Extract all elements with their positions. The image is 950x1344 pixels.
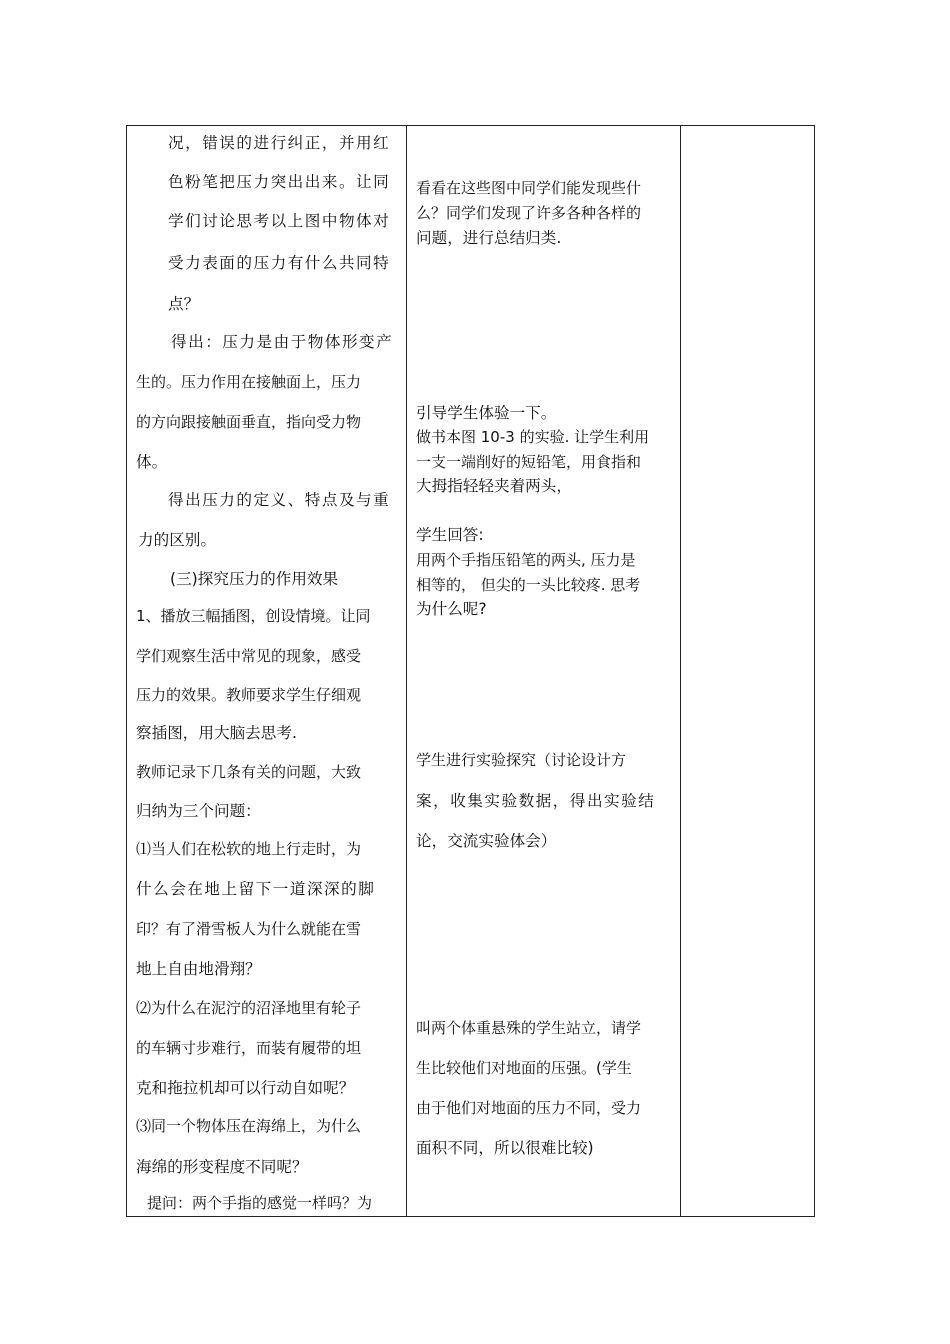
text-line: 问题，进行总结归类.	[416, 229, 562, 247]
text-line: 什么会在地上留下一道深深的脚	[136, 880, 376, 898]
text-line: 学们讨论思考以上图中物体对	[168, 212, 391, 230]
text-line: 么？同学们发现了许多各种各样的	[416, 204, 642, 222]
text-line: 力的区别。	[138, 531, 216, 549]
text-line: 叫两个体重悬殊的学生站立，请学	[416, 1019, 642, 1037]
text-line: 点？	[168, 295, 200, 313]
teacher-activity-column	[136, 126, 404, 1216]
text-line: 体。	[136, 453, 168, 471]
text-line: 相等的， 但尖的一头比较疼. 思考	[416, 576, 641, 594]
text-line: 学生进行实验探究（讨论设计方	[416, 751, 627, 769]
text-line: 得出压力的定义、特点及与重	[168, 491, 391, 509]
column-divider	[406, 126, 407, 1216]
notes-column	[682, 126, 814, 1216]
text-line: 做书本图 10-3 的实验. 让学生利用	[416, 428, 650, 446]
text-line: 印？有了滑雪板人为什么就能在雪	[136, 920, 362, 938]
question-2: ⑵为什么在泥泞的沼泽地里有轮子	[136, 999, 362, 1017]
student-activity-column	[416, 126, 672, 1216]
text-line: 得出：压力是由于物体形变产	[171, 333, 394, 351]
text-line: 教师记录下几条有关的问题，大致	[136, 763, 362, 781]
text-line: 察插图，用大脑去思考.	[136, 724, 297, 742]
text-line: 克和拖拉机却可以行动自如呢？	[136, 1079, 355, 1097]
text-line: 一支一端削好的短铅笔，用食指和	[416, 453, 642, 471]
text-line: 引导学生体验一下。	[416, 404, 557, 422]
text-line: 学生回答:	[416, 526, 484, 544]
text-line: 海绵的形变程度不同呢？	[136, 1158, 308, 1176]
column-divider	[680, 126, 681, 1216]
text-line: 受力表面的压力有什么共同特	[168, 254, 391, 272]
text-line: 归纳为三个问题：	[136, 802, 261, 820]
text-line: 生的。压力作用在接触面上，压力	[136, 373, 362, 391]
section-heading: (三)探究压力的作用效果	[170, 570, 339, 588]
text-line: 生比较他们对地面的压强。(学生	[416, 1059, 632, 1077]
question-3: ⑶同一个物体压在海绵上，为什么	[136, 1117, 362, 1135]
text-line: 论，交流实验体会）	[416, 832, 557, 850]
text-line: 看看在这些图中同学们能发现些什	[416, 179, 642, 197]
text-line: 的车辆寸步难行，而装有履带的坦	[136, 1039, 362, 1057]
text-line: 况，错误的进行纠正，并用红	[168, 134, 391, 152]
text-line: 案，收集实验数据，得出实验结	[416, 792, 656, 810]
question-1: ⑴当人们在松软的地上行走时，为	[136, 840, 362, 858]
text-line: 提问：两个手指的感觉一样吗？为	[147, 1194, 373, 1212]
lesson-table	[126, 125, 815, 1217]
text-line: 地上自由地滑翔？	[136, 960, 261, 978]
text-line: 面积不同，所以很难比较)	[416, 1139, 594, 1157]
text-line: 色粉笔把压力突出出来。让同	[168, 173, 391, 191]
text-line: 由于他们对地面的压力不同，受力	[416, 1099, 642, 1117]
text-line: 用两个手指压铅笔的两头, 压力是	[416, 551, 636, 569]
text-line: 为什么呢?	[416, 600, 487, 618]
text-line: 学们观察生活中常见的现象，感受	[136, 647, 362, 665]
text-line: 的方向跟接触面垂直，指向受力物	[136, 413, 362, 431]
text-line: 大拇指轻轻夹着两头，	[416, 477, 572, 495]
text-line: 1、播放三幅插图，创设情境。让同	[136, 607, 371, 625]
text-line: 压力的效果。教师要求学生仔细观	[136, 686, 362, 704]
